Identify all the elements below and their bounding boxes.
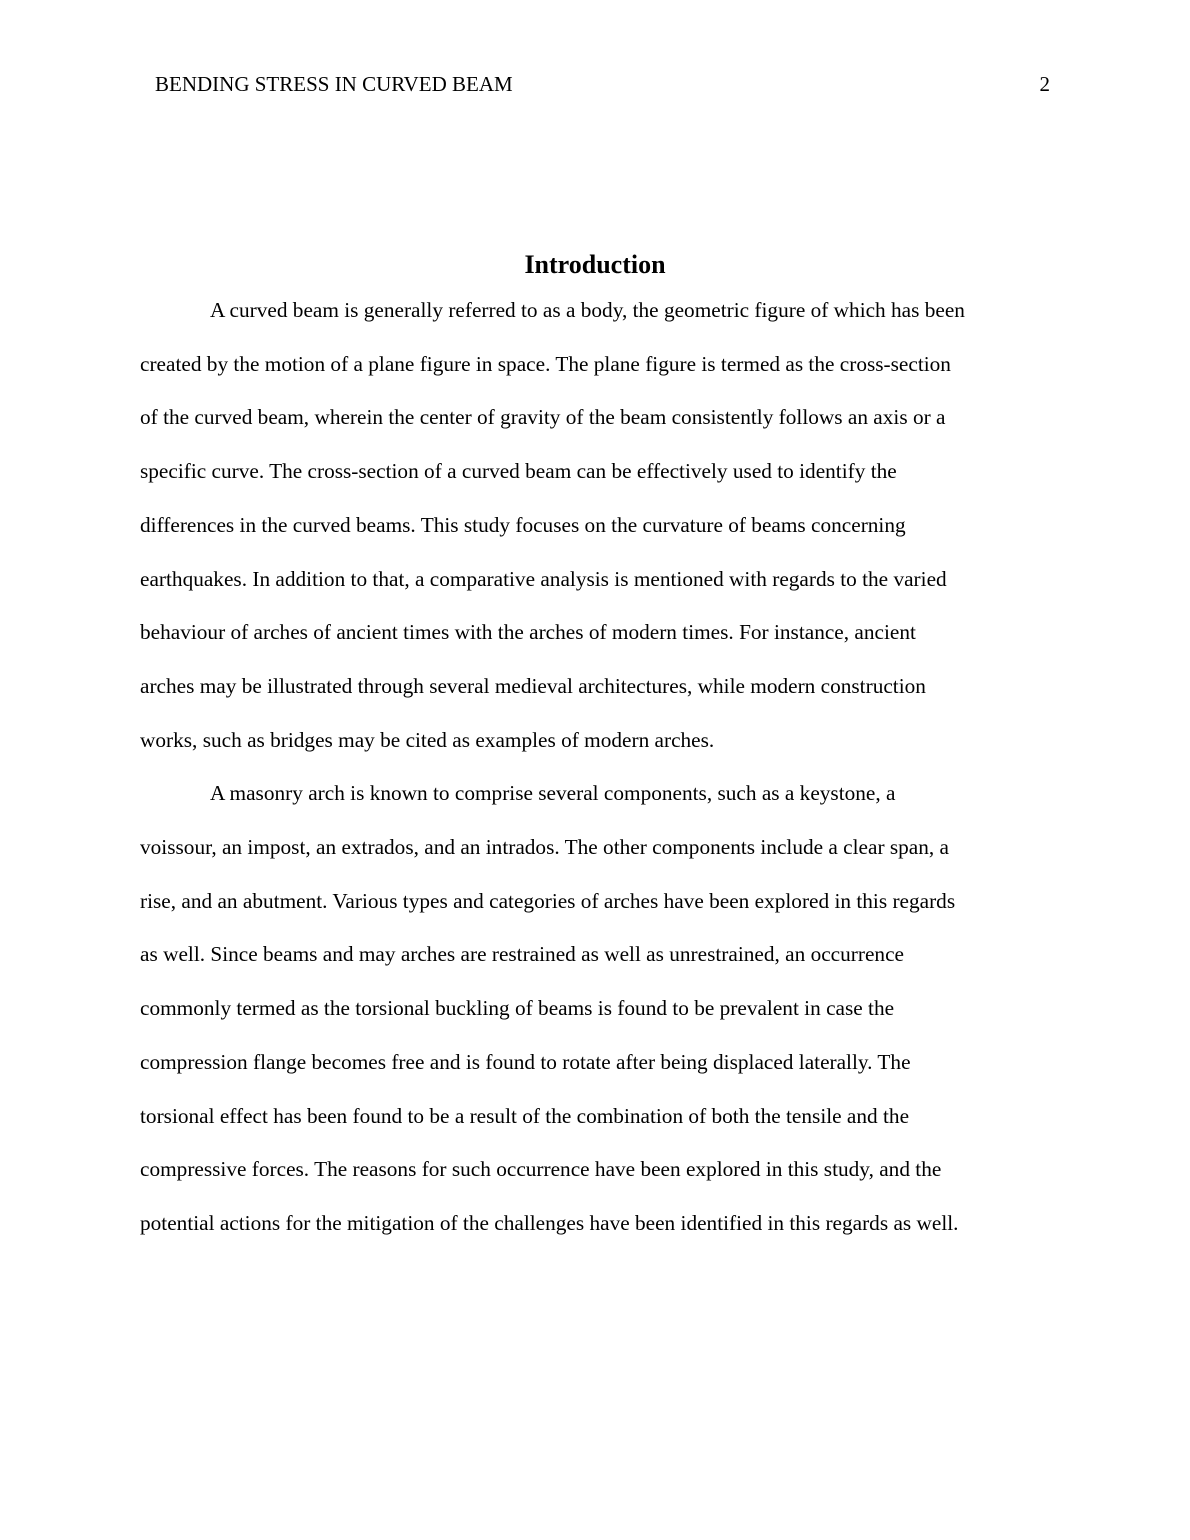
paragraph-line: behaviour of arches of ancient times with the arches of modern times. For instance, ancient (140, 620, 916, 645)
paragraph-line: A masonry arch is known to comprise several components, such as a keystone, a (210, 781, 896, 806)
paragraph-line: created by the motion of a plane figure in space. The plane figure is termed as the cross-section (140, 351, 951, 376)
paragraph-line: potential actions for the mitigation of the challenges have been identified in this regards as well. (140, 1210, 959, 1235)
paragraph-line: differences in the curved beams. This study focuses on the curvature of beams concerning (140, 512, 906, 537)
paragraph-1 (140, 284, 1050, 767)
paragraph-line: torsional effect has been found to be a result of the combination of both the tensile and the (140, 1103, 910, 1128)
paragraph-line: of the curved beam, wherein the center of gravity of the beam consistently follows an axis or a (140, 405, 946, 430)
paragraph-line: arches may be illustrated through several medieval architectures, while modern construction (140, 673, 926, 698)
paragraph-line: earthquakes. In addition to that, a comparative analysis is mentioned with regards to the varied (140, 566, 947, 591)
section-title: Introduction (524, 250, 666, 279)
running-head: BENDING STRESS IN CURVED BEAM (155, 72, 513, 96)
page-number: 2 (1039, 72, 1050, 96)
paragraph-line: commonly termed as the torsional buckling of beams is found to be prevalent in case the (140, 996, 895, 1021)
paragraph-line: compressive forces. The reasons for such occurrence have been explored in this study, and the (140, 1157, 942, 1182)
paragraph-line: specific curve. The cross-section of a curved beam can be effectively used to identify the (140, 459, 897, 484)
paragraph-2 (140, 767, 1050, 1250)
paragraph-line: A curved beam is generally referred to as a body, the geometric figure of which has been (210, 298, 965, 322)
document-body (140, 284, 1050, 1251)
paragraph-line: as well. Since beams and may arches are restrained as well as unrestrained, an occurrence (140, 942, 904, 967)
paragraph-line: rise, and an abutment. Various types and categories of arches have been explored in this regards (140, 888, 956, 913)
paragraph-line: voissour, an impost, an extrados, and an intrados. The other components include a clear span, a (140, 835, 950, 860)
paragraph-line: works, such as bridges may be cited as examples of modern arches. (140, 727, 715, 752)
paragraph-line: compression flange becomes free and is found to rotate after being displaced laterally. The (140, 1049, 911, 1074)
